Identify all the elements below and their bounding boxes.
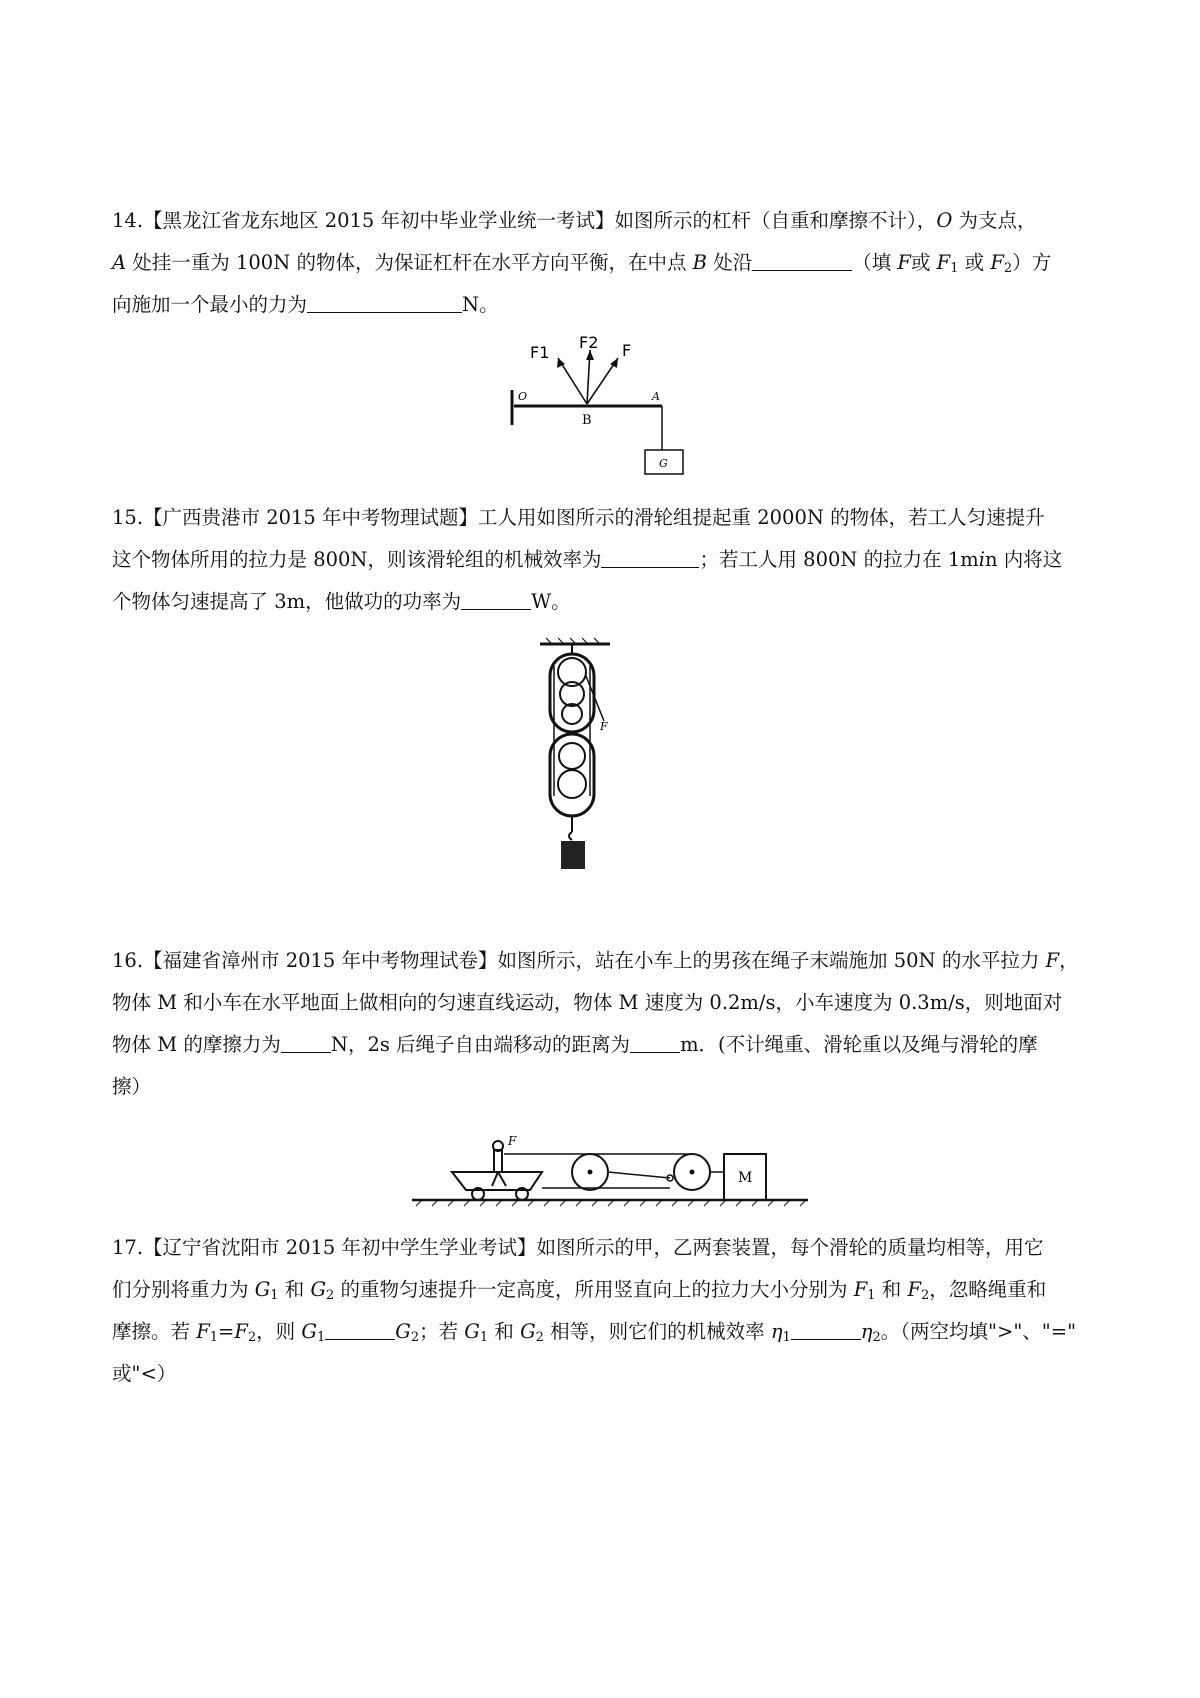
q16-source: 【福建省漳州市 2015 年中考物理试卷】 <box>143 949 498 972</box>
q17-source: 【辽宁省沈阳市 2015 年初中学生学业考试】 <box>143 1236 537 1259</box>
q17-line-2: 们分别将重力为 $G_1$ 和 $G_2$ 的重物匀速提升一定高度，所用竖直向上的拉力大小分别为 $F_1$ 和 $F_2$，忽略绳重和 <box>112 1278 1047 1303</box>
q14-blank-1[interactable] <box>752 248 852 271</box>
label-F: F <box>622 341 632 360</box>
q14-blank-2[interactable] <box>307 290 462 313</box>
upper-pulley-frame <box>550 654 594 732</box>
label-M: M <box>738 1170 753 1186</box>
q15-line-3: 个物体匀速提高了 3m，他做功的功率为 W。 <box>112 581 1097 623</box>
q15-blank-2[interactable] <box>461 587 531 610</box>
label-B: B <box>582 413 592 428</box>
q14-line-1: 14.【黑龙江省龙东地区 2015 年初中毕业学业统一考试】如图所示的杠杆（自重和摩擦不计），O 为支点， <box>112 209 1037 232</box>
q16-line-4: 擦） <box>112 1075 152 1098</box>
q15-line-2: 这个物体所用的拉力是 800N，则该滑轮组的机械效率为 ；若工人用 800N 的拉力在 1min 内将这 <box>112 539 1097 581</box>
q14-source: 【黑龙江省龙东地区 2015 年初中毕业学业统一考试】 <box>143 209 615 232</box>
label-O: O <box>518 390 528 403</box>
q15-line-1: 15.【广西贵港市 2015 年中考物理试题】工人用如图所示的滑轮组提起重 2000N 的物体，若工人匀速提升 <box>112 506 1045 529</box>
hanging-weight <box>561 841 585 869</box>
q16-line-1: 16.【福建省漳州市 2015 年中考物理试卷】如图所示，站在小车上的男孩在绳子末端施加 50N 的水平拉力 F， <box>112 949 1079 972</box>
label-F2: F2 <box>579 333 599 352</box>
q16-blank-1[interactable] <box>281 1030 331 1053</box>
q17-blank-2[interactable] <box>791 1317 861 1340</box>
q14-line-3: 向施加一个最小的力为 N。 <box>112 284 1097 326</box>
pulley-block-figure <box>536 636 616 881</box>
question-15 <box>112 497 1097 623</box>
q16-line-3: 物体 M 的摩擦力为 N，2s 后绳子自由端移动的距离为 m．(不计绳重、滑轮重以及绳与滑轮的摩 <box>112 1024 1097 1066</box>
cart-pulley-figure <box>412 1132 812 1212</box>
question-17 <box>112 1227 1097 1395</box>
q16-line-2: 物体 M 和小车在水平地面上做相向的匀速直线运动，物体 M 速度为 0.2m/s，小车速度为 0.3m/s，则地面对 <box>112 991 1063 1014</box>
q16-blank-2[interactable] <box>630 1030 680 1053</box>
label-F: F <box>508 1134 517 1148</box>
q17-line-3: 摩擦。若 $F_1=F_2$，则 $G_1$ $G_2$；若 $G_1$ 和 $G_2$ 相等，则它们的机械效率 $\eta_1$ $\eta_2$。（两空均填">"、"=" <box>112 1311 1097 1353</box>
lower-pulley-frame <box>550 734 594 816</box>
q17-line-1: 17.【辽宁省沈阳市 2015 年初中学生学业考试】如图所示的甲，乙两套装置，每个滑轮的质量均相等，用它 <box>112 1236 1044 1259</box>
question-14 <box>112 200 1097 326</box>
q15-blank-1[interactable] <box>601 545 699 568</box>
lever-figure <box>500 330 700 480</box>
label-A: A <box>652 390 660 403</box>
q17-blank-1[interactable] <box>325 1317 395 1340</box>
label-F1: F1 <box>530 343 550 362</box>
q17-line-4: 或"<） <box>112 1362 177 1385</box>
boy <box>494 1150 502 1172</box>
q14-line-2: A 处挂一重为 100N 的物体，为保证杠杆在水平方向平衡，在中点 B 处沿 （填 F或 $F_1$ 或 $F_2$）方 <box>112 242 1097 284</box>
label-G: G <box>659 457 668 470</box>
q15-source: 【广西贵港市 2015 年中考物理试题】 <box>143 506 479 529</box>
question-16 <box>112 940 1097 1108</box>
label-F: F <box>600 720 608 733</box>
